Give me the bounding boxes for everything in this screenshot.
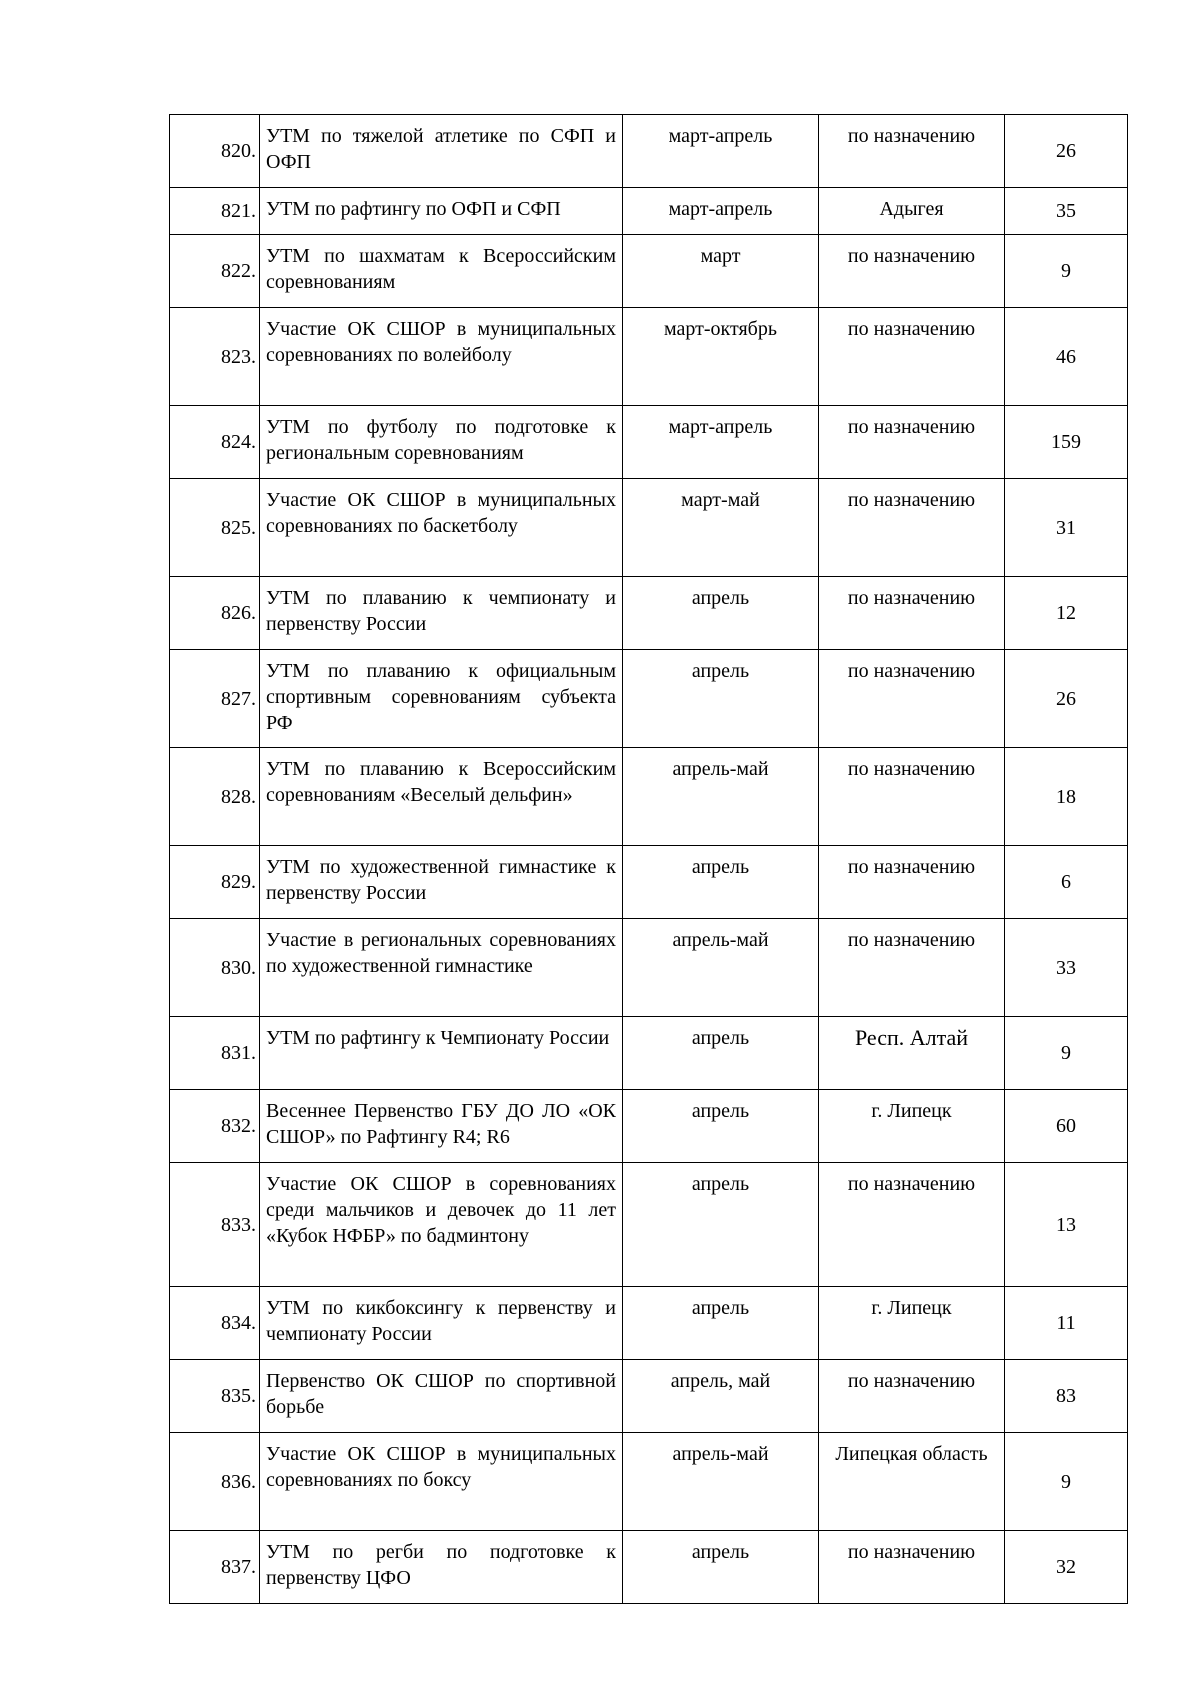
participant-count: 26 — [1005, 650, 1128, 748]
event-period: апрель-май — [623, 1433, 819, 1531]
participant-count: 12 — [1005, 577, 1128, 650]
table-row — [170, 1163, 1128, 1287]
event-name: УТМ по шахматам к Всероссийским соревнованиям — [260, 235, 623, 308]
events-table-body — [170, 115, 1128, 1604]
row-number: 831. — [170, 1017, 260, 1090]
event-place: по назначению — [819, 748, 1005, 846]
event-period: март-апрель — [623, 115, 819, 188]
participant-count: 18 — [1005, 748, 1128, 846]
participant-count: 159 — [1005, 406, 1128, 479]
row-number: 830. — [170, 919, 260, 1017]
row-number: 834. — [170, 1287, 260, 1360]
row-number: 821. — [170, 188, 260, 235]
event-period: апрель — [623, 1163, 819, 1287]
row-number: 824. — [170, 406, 260, 479]
table-row — [170, 650, 1128, 748]
event-name: УТМ по плаванию к чемпионату и первенству России — [260, 577, 623, 650]
table-row — [170, 1433, 1128, 1531]
event-name: УТМ по художественной гимнастике к первенству России — [260, 846, 623, 919]
participant-count: 9 — [1005, 235, 1128, 308]
event-period: апрель — [623, 1017, 819, 1090]
event-period: апрель — [623, 1531, 819, 1604]
participant-count: 60 — [1005, 1090, 1128, 1163]
event-period: апрель — [623, 650, 819, 748]
event-period: апрель — [623, 577, 819, 650]
event-name: Участие в региональных соревнованиях по художественной гимнастике — [260, 919, 623, 1017]
participant-count: 83 — [1005, 1360, 1128, 1433]
event-place: по назначению — [819, 1531, 1005, 1604]
participant-count: 11 — [1005, 1287, 1128, 1360]
event-name: УТМ по рафтингу по ОФП и СФП — [260, 188, 623, 235]
event-place: Липецкая область — [819, 1433, 1005, 1531]
event-place: Респ. Алтай — [819, 1017, 1005, 1090]
row-number: 837. — [170, 1531, 260, 1604]
event-name: Участие ОК СШОР в муниципальных соревнованиях по боксу — [260, 1433, 623, 1531]
row-number: 822. — [170, 235, 260, 308]
row-number: 829. — [170, 846, 260, 919]
event-name: УТМ по кикбоксингу к первенству и чемпионату России — [260, 1287, 623, 1360]
participant-count: 33 — [1005, 919, 1128, 1017]
event-period: апрель, май — [623, 1360, 819, 1433]
event-place: по назначению — [819, 115, 1005, 188]
table-row — [170, 1360, 1128, 1433]
event-place: по назначению — [819, 577, 1005, 650]
event-place: по назначению — [819, 235, 1005, 308]
event-place: по назначению — [819, 406, 1005, 479]
events-table — [169, 114, 1128, 1604]
table-row — [170, 748, 1128, 846]
participant-count: 9 — [1005, 1433, 1128, 1531]
event-name: УТМ по плаванию к Всероссийским соревнованиям «Веселый дельфин» — [260, 748, 623, 846]
row-number: 833. — [170, 1163, 260, 1287]
participant-count: 26 — [1005, 115, 1128, 188]
event-name: Участие ОК СШОР в муниципальных соревнованиях по баскетболу — [260, 479, 623, 577]
event-place: по назначению — [819, 308, 1005, 406]
row-number: 828. — [170, 748, 260, 846]
participant-count: 46 — [1005, 308, 1128, 406]
row-number: 827. — [170, 650, 260, 748]
event-period: апрель-май — [623, 919, 819, 1017]
event-place: по назначению — [819, 919, 1005, 1017]
table-row — [170, 1090, 1128, 1163]
row-number: 835. — [170, 1360, 260, 1433]
event-name: Участие ОК СШОР в муниципальных соревнованиях по волейболу — [260, 308, 623, 406]
event-period: март-апрель — [623, 188, 819, 235]
event-place: по назначению — [819, 846, 1005, 919]
table-row — [170, 846, 1128, 919]
event-name: УТМ по регби по подготовке к первенству ЦФО — [260, 1531, 623, 1604]
table-row — [170, 479, 1128, 577]
event-name: Первенство ОК СШОР по спортивной борьбе — [260, 1360, 623, 1433]
event-period: апрель — [623, 846, 819, 919]
event-place: г. Липецк — [819, 1090, 1005, 1163]
table-row — [170, 1531, 1128, 1604]
participant-count: 35 — [1005, 188, 1128, 235]
event-name: УТМ по тяжелой атлетике по СФП и ОФП — [260, 115, 623, 188]
table-row — [170, 1017, 1128, 1090]
table-row — [170, 1287, 1128, 1360]
event-place: по назначению — [819, 650, 1005, 748]
participant-count: 9 — [1005, 1017, 1128, 1090]
row-number: 826. — [170, 577, 260, 650]
table-row — [170, 577, 1128, 650]
event-period: март-май — [623, 479, 819, 577]
table-row — [170, 406, 1128, 479]
table-row — [170, 235, 1128, 308]
participant-count: 6 — [1005, 846, 1128, 919]
event-place: Адыгея — [819, 188, 1005, 235]
row-number: 836. — [170, 1433, 260, 1531]
event-place: по назначению — [819, 1163, 1005, 1287]
event-name: Весеннее Первенство ГБУ ДО ЛО «ОК СШОР» по Рафтингу R4; R6 — [260, 1090, 623, 1163]
row-number: 823. — [170, 308, 260, 406]
participant-count: 13 — [1005, 1163, 1128, 1287]
event-period: апрель — [623, 1090, 819, 1163]
event-place: по назначению — [819, 1360, 1005, 1433]
row-number: 820. — [170, 115, 260, 188]
table-row — [170, 115, 1128, 188]
table-row — [170, 308, 1128, 406]
table-row — [170, 919, 1128, 1017]
event-period: март-октябрь — [623, 308, 819, 406]
table-row — [170, 188, 1128, 235]
event-place: г. Липецк — [819, 1287, 1005, 1360]
event-period: апрель — [623, 1287, 819, 1360]
event-period: апрель-май — [623, 748, 819, 846]
participant-count: 32 — [1005, 1531, 1128, 1604]
event-name: УТМ по рафтингу к Чемпионату России — [260, 1017, 623, 1090]
event-period: март — [623, 235, 819, 308]
event-place: по назначению — [819, 479, 1005, 577]
participant-count: 31 — [1005, 479, 1128, 577]
event-name: УТМ по футболу по подготовке к региональным соревнованиям — [260, 406, 623, 479]
event-name: УТМ по плаванию к официальным спортивным соревнованиям субъекта РФ — [260, 650, 623, 748]
row-number: 825. — [170, 479, 260, 577]
event-period: март-апрель — [623, 406, 819, 479]
event-name: Участие ОК СШОР в соревнованиях среди мальчиков и девочек до 11 лет «Кубок НФБР» по бадминтону — [260, 1163, 623, 1287]
row-number: 832. — [170, 1090, 260, 1163]
